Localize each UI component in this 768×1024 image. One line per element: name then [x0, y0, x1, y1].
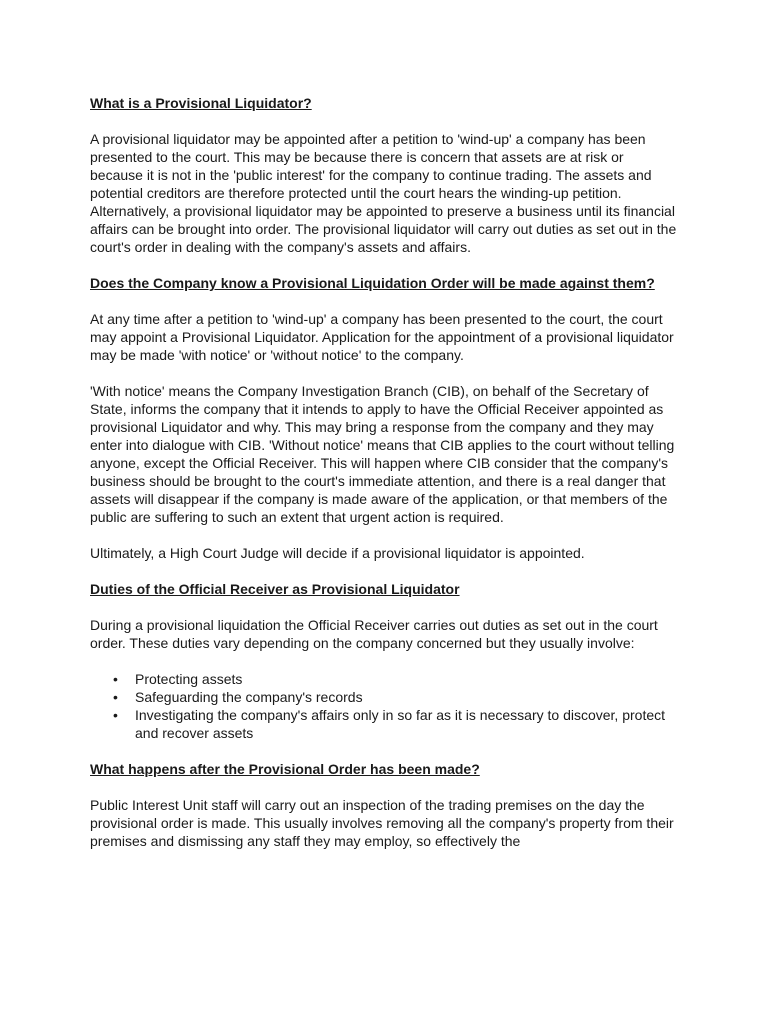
paragraph: During a provisional liquidation the Official Receiver carries out duties as set out in the court order. These duties vary depending on the company concerned but they usually involve: — [90, 617, 658, 651]
list-item — [90, 706, 680, 742]
paragraph: Public Interest Unit staff will carry out an inspection of the trading premises on the day the provisional order is made. This usually involves removing all the company's property from their premises and dismissing any staff they may employ, so effectively the — [90, 797, 674, 849]
list-item — [90, 688, 680, 706]
list-item-text: Investigating the company's affairs only in so far as it is necessary to discover, protect and recover assets — [135, 707, 666, 741]
bullet-icon: • — [113, 671, 118, 687]
list-item-text: Protecting assets — [135, 671, 243, 687]
paragraph: A provisional liquidator may be appointed after a petition to 'wind-up' a company has been presented to the court. This may be because there is concern that assets are at risk or because it is not in the 'public interest' for the company to continue trading. The assets and potential creditors are therefore protected until the court hears the winding-up petition. Alternatively, a provisional liquidator may be appointed to preserve a business until its financial affairs can be brought into order. The provisional liquidator will carry out duties as set out in the court's order in dealing with the company's assets and affairs. — [90, 131, 677, 255]
bullet-icon: • — [113, 689, 118, 705]
duties-bullet-list — [90, 670, 680, 742]
list-item — [90, 670, 680, 688]
paragraph: 'With notice' means the Company Investigation Branch (CIB), on behalf of the Secretary of State, informs the company that it intends to apply to have the Official Receiver appointed as provisional Liquidator and why. This may bring a response from the company and they may enter into dialogue with CIB. 'Without notice' means that CIB applies to the court without telling anyone, except the Official Receiver. This will happen where CIB consider that the company's business should be brought to the court's immediate attention, and there is a real danger that assets will disappear if the company is made aware of the application, or that members of the public are suffering to such an extent that urgent action is required. — [90, 383, 675, 525]
document-page — [90, 94, 680, 850]
paragraph: Ultimately, a High Court Judge will decide if a provisional liquidator is appointed. — [90, 545, 585, 561]
section-heading-company-know-order: Does the Company know a Provisional Liquidation Order will be made against them? — [90, 275, 655, 291]
list-item-text: Safeguarding the company's records — [135, 689, 363, 705]
paragraph: At any time after a petition to 'wind-up' a company has been presented to the court, the court may appoint a Provisional Liquidator. Application for the appointment of a provisional liquidator may be made 'with notice' or 'without notice' to the company. — [90, 311, 674, 363]
bullet-icon: • — [113, 707, 118, 723]
section-heading-after-provisional-order: What happens after the Provisional Order has been made? — [90, 761, 480, 777]
section-heading-duties-official-receiver: Duties of the Official Receiver as Provisional Liquidator — [90, 581, 460, 597]
section-heading-what-is-provisional-liquidator: What is a Provisional Liquidator? — [90, 95, 312, 111]
